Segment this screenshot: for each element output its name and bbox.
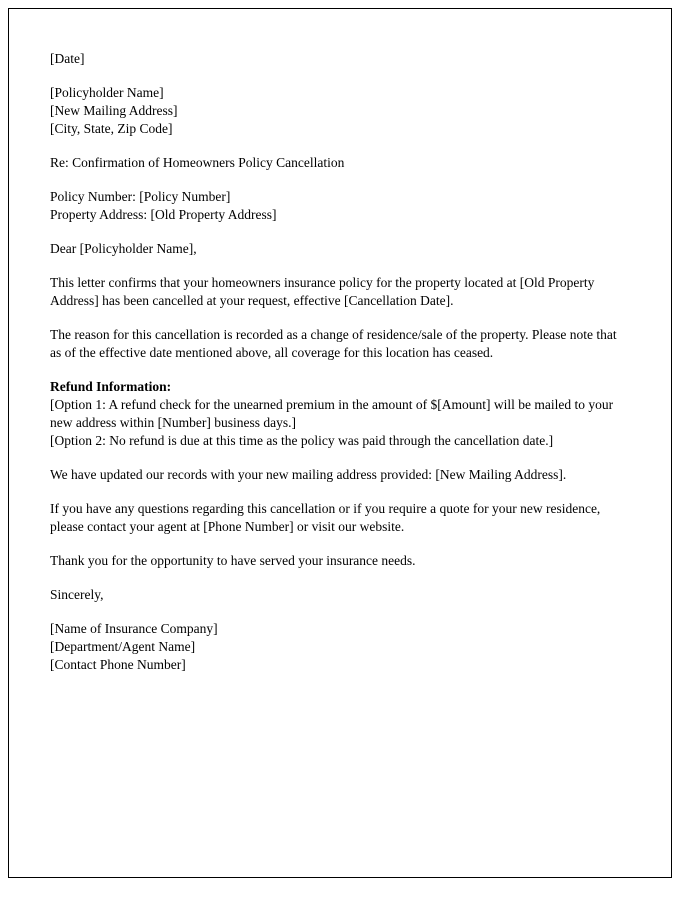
- questions-contact-paragraph: If you have any questions regarding this cancellation or if you require a quote for your new residence, please contact your agent at [Phone Number] or visit our website.: [50, 501, 601, 534]
- letter-page: [8, 8, 672, 878]
- refund-information-heading: Refund Information:: [50, 379, 172, 394]
- signature-company-line: [Name of Insurance Company]: [50, 621, 218, 636]
- recipient-name-line: [Policyholder Name]: [50, 85, 164, 100]
- salutation-line: Dear [Policyholder Name],: [50, 241, 197, 256]
- recipient-block: [50, 84, 628, 138]
- records-updated-paragraph: We have updated our records with your new mailing address provided: [New Mailing Address].: [50, 467, 567, 482]
- property-address-line: Property Address: [Old Property Address]: [50, 207, 277, 222]
- date-line: [Date]: [50, 51, 85, 66]
- refund-option-2: [Option 2: No refund is due at this time as the policy was paid through the cancellation date.]: [50, 433, 554, 448]
- recipient-city-state-zip-line: [City, State, Zip Code]: [50, 121, 173, 136]
- letter-content: [9, 9, 671, 674]
- subject-line: Re: Confirmation of Homeowners Policy Cancellation: [50, 155, 345, 170]
- closing-line: Sincerely,: [50, 587, 104, 602]
- policy-number-line: Policy Number: [Policy Number]: [50, 189, 231, 204]
- cancellation-reason-paragraph: The reason for this cancellation is recorded as a change of residence/sale of the property. Please note that as of the effective date mentioned above, all coverage for this location has ceased.: [50, 327, 617, 360]
- signature-block: [50, 620, 628, 674]
- refund-information-block: [50, 378, 628, 450]
- thank-you-paragraph: Thank you for the opportunity to have served your insurance needs.: [50, 553, 416, 568]
- signature-phone-line: [Contact Phone Number]: [50, 657, 186, 672]
- signature-department-line: [Department/Agent Name]: [50, 639, 196, 654]
- policy-details-block: [50, 188, 628, 224]
- recipient-address-line: [New Mailing Address]: [50, 103, 178, 118]
- refund-option-1: [Option 1: A refund check for the unearned premium in the amount of $[Amount] will be mailed to your new address within [Number] business days.]: [50, 397, 614, 430]
- confirmation-paragraph: This letter confirms that your homeowners insurance policy for the property located at [Old Property Address] has been cancelled at your request, effective [Cancellation Date].: [50, 275, 595, 308]
